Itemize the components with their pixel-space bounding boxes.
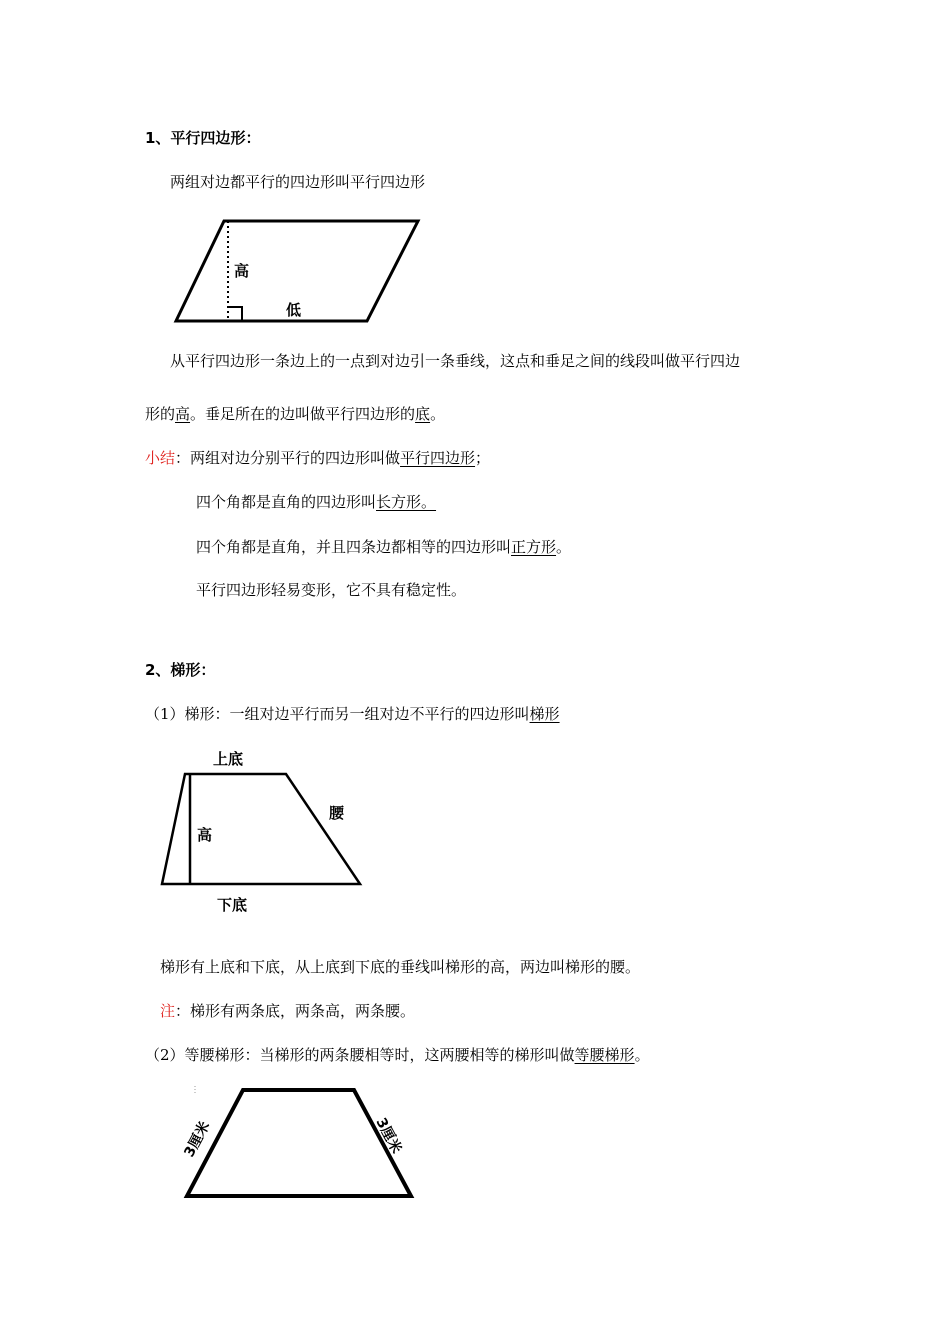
- trapezoid-parts-paragraph: 梯形有上底和下底，从上底到下底的垂线叫梯形的高，两边叫梯形的腰。: [160, 958, 641, 976]
- base-label: 低: [286, 301, 302, 319]
- rectangle-line: 四个角都是直角的四边形叫长方形。: [196, 493, 437, 511]
- square-line: 四个角都是直角，并且四条边都相等的四边形叫正方形。: [196, 538, 572, 556]
- term-trapezoid: 梯形: [529, 705, 560, 723]
- trapezoid-figure: [155, 742, 385, 917]
- parallelogram-definition: 两组对边都平行的四边形叫平行四边形: [170, 173, 426, 191]
- term-parallelogram: 平行四边形: [400, 449, 476, 467]
- term-isosceles-trapezoid: 等腰梯形: [574, 1046, 635, 1064]
- term-rectangle: 长方形。: [376, 493, 437, 511]
- term-square: 正方形: [511, 538, 557, 556]
- trapezoid-height-label: 高: [197, 826, 213, 844]
- trapezoid-definition: （1）梯形：一组对边平行而另一组对边不平行的四边形叫梯形: [145, 705, 560, 723]
- summary-label: 小结: [145, 449, 176, 467]
- paragraph-height-line1: 从平行四边形一条边上的一点到对边引一条垂线，这点和垂足之间的线段叫做平行四边: [170, 352, 741, 370]
- leg-label: 腰: [329, 804, 345, 822]
- term-height: 高: [175, 405, 191, 423]
- bottom-base-label: 下底: [217, 896, 248, 914]
- height-label: 高: [234, 262, 250, 280]
- right-angle-mark: [228, 307, 242, 321]
- isosceles-definition: （2）等腰梯形：当梯形的两条腰相等时，这两腰相等的梯形叫做等腰梯形。: [145, 1046, 650, 1064]
- term-base: 底: [415, 405, 431, 423]
- left-leg-label: 3厘米: [181, 1119, 214, 1160]
- stability-line: 平行四边形轻易变形，它不具有稳定性。: [196, 581, 467, 599]
- isosceles-trapezoid-figure: [170, 1080, 430, 1210]
- paragraph-height-line2: 形的高。垂足所在的边叫做平行四边形的底。: [145, 405, 446, 423]
- section2-heading: 2、梯形：: [145, 661, 216, 679]
- parallelogram-figure: [170, 215, 430, 330]
- top-base-label: 上底: [213, 750, 244, 768]
- note-label: 注: [160, 1002, 176, 1020]
- trapezoid-shape: [162, 774, 360, 884]
- section1-heading: 1、平行四边形：: [145, 129, 261, 147]
- note-line: 注：梯形有两条底，两条高，两条腰。: [160, 1002, 416, 1020]
- isosceles-trapezoid-shape: [187, 1090, 411, 1196]
- summary-line: 小结：两组对边分别平行的四边形叫做平行四边形；: [145, 449, 491, 467]
- right-leg-label: 3厘米: [372, 1115, 405, 1157]
